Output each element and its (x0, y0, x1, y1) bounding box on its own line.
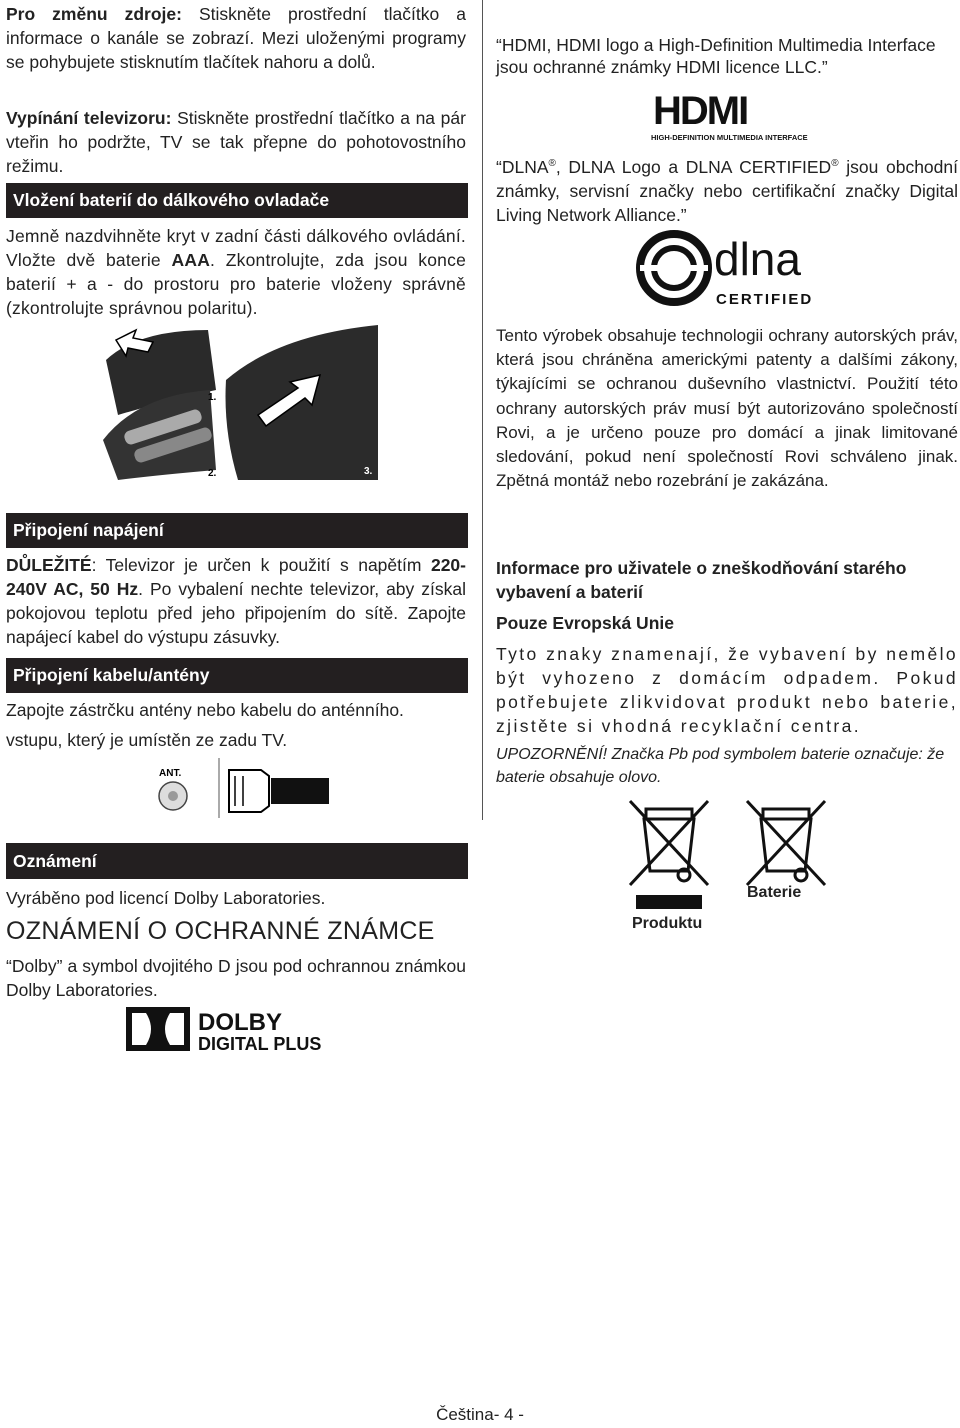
weee-battery-icon (741, 795, 831, 890)
hdmi-logo-sub: HIGH-DEFINITION MULTIMEDIA INTERFACE (651, 133, 808, 142)
trademark-text: “Dolby” a symbol dvojitého D jsou pod ochrannou známkou Dolby Laboratories. (6, 956, 466, 1000)
hdmi-logo (651, 88, 811, 146)
battery-label: Baterie (747, 884, 802, 901)
ant-label: ANT. (159, 768, 182, 779)
dolby-sub: DIGITAL PLUS (198, 1034, 322, 1054)
battery-heading: Vložení baterií do dálkového ovladače (6, 183, 468, 218)
hdmi-logo-text: HDMI (653, 89, 748, 133)
figure-label-3: 3. (364, 466, 373, 477)
dolby-logo (126, 1005, 356, 1055)
off-paragraph: Vypínání televizoru: Stiskněte prostřední tlačítko a na pár vteřin ho podržte, TV se tak přepne do pohotovostního režimu. (6, 108, 466, 176)
warning-text: UPOZORNĚNÍ! Značka Pb pod symbolem baterie označuje: že baterie obsahuje olovo. (496, 746, 945, 786)
antenna-line-2: vstupu, který je umístěn ze zadu TV. (6, 730, 288, 750)
power-heading: Připojení napájení (6, 513, 468, 548)
antenna-heading: Připojení kabelu/antény (6, 658, 468, 693)
remote-closed-image (226, 325, 379, 480)
battery-paragraph: Jemně nazdvihněte kryt v zadní části dálkového ovládání. Vložte dvě baterie AAA. Zkontrolujte, zda jsou konce baterií + a - do prostoru pro baterie vloženy správně (zkontrolujte správnou polaritu). (6, 226, 466, 318)
off-label: Vypínání televizoru: (6, 108, 172, 128)
source-label: Pro změnu zdroje: (6, 4, 182, 24)
figure-label-1: 1. (208, 392, 217, 403)
dlna-text: “DLNA®, DLNA Logo a DLNA CERTIFIED® jsou obchodní známky, servisní značky nebo certifikační značky Digital Living Network Alliance.” (496, 156, 958, 225)
antenna-line-1: Zapojte zástrčku antény nebo kabelu do anténního. (6, 700, 404, 720)
trademark-title: OZNÁMENÍ O OCHRANNÉ ZNÁMCE (6, 917, 435, 945)
dlna-logo-sub: CERTIFIED (716, 291, 814, 308)
disposal-heading: Informace pro uživatele o zneškodňování starého vybavení a baterií (496, 558, 907, 602)
disposal-text: Tyto znaky znamenají, že vybavení by nemělo být vyhozeno z domácím odpadem. Pokud potřebujete zlikvidovat produkt nebo baterie, zjistěte si vhodná recyklační centra. (496, 644, 958, 736)
power-paragraph: DŮLEŽITÉ: Televizor je určen k použití s napětím 220-240V AC, 50 Hz. Po vybalení nechte televizor, aby získal pokojovou teplotu před jeho připojením do sítě. Zapojte napájecí kabel do výstupu zásuvky. (6, 555, 466, 647)
page-footer: Čeština- 4 - (436, 1405, 524, 1424)
hdmi-text: “HDMI, HDMI logo a High-Definition Multimedia Interface jsou ochranné známky HDMI licence LLC.” (496, 35, 936, 77)
dlna-logo (636, 230, 821, 310)
rovi-text: Tento výrobek obsahuje technologii ochrany autorských práv, která jsou chráněna americkými patenty a dalšími zákony, týkajícími se ochranou duševního vlastnictví. Použití této ochrany autorských práv musí být autorizováno společností Rovi, a je určeno pouze pro domácí a jinak limitované sledování, pokud není společností Rovi schváleno jinak. Zpětná montáž nebo rozebrání je zakázána. (496, 326, 958, 491)
weee-product-icon (624, 795, 714, 915)
dolby-word: DOLBY (198, 1009, 282, 1036)
notice-heading: Oznámení (6, 843, 468, 879)
product-label: Produktu (632, 915, 703, 932)
source-paragraph: Pro změnu zdroje: Stiskněte prostřední tlačítko a informace o kanále se zobrazí. Mezi uloženými programy se pohybujete stisknutím tlačítek nahoru a dolů. (6, 4, 466, 72)
eu-heading: Pouze Evropská Unie (496, 613, 674, 633)
antenna-figure (151, 758, 331, 818)
battery-figure (98, 320, 383, 485)
notice-text: Vyráběno pod licencí Dolby Laboratories. (6, 888, 326, 908)
column-divider (482, 0, 483, 820)
dlna-logo-text: dlna (714, 233, 801, 285)
antenna-cable (271, 778, 329, 804)
figure-label-2: 2. (208, 468, 217, 479)
